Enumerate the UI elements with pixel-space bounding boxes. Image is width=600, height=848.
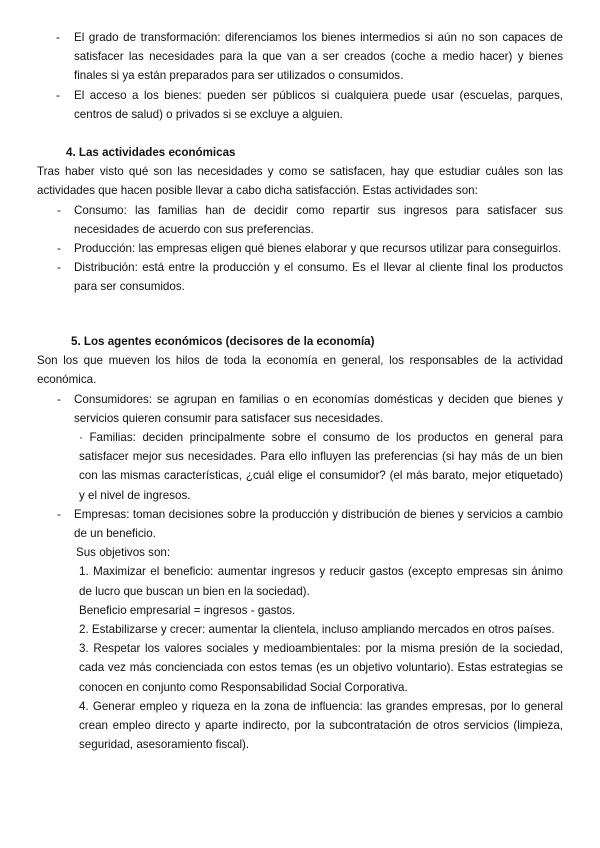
list-item <box>37 201 563 239</box>
bullet-dash: - <box>57 203 61 217</box>
objective-item: 4. Generar empleo y riqueza en la zona de influencia: las grandes empresas, por lo general crean empleo directo y aparte indirecto, por la subcontratación de otros servicios (limpieza, seguridad, asesoramiento fiscal). <box>79 699 563 752</box>
bullet-dash: - <box>57 261 61 275</box>
bullet-dash: - <box>57 507 61 521</box>
list-item-text: Consumidores: se agrupan en familias o en economías domésticas y deciden que bienes y servicios quieren consumir para satisfacer sus necesidades. <box>74 392 563 425</box>
list-item <box>37 86 563 124</box>
list-item-text: El acceso a los bienes: pueden ser públicos si cualquiera puede usar (escuelas, parques, centros de salud) o privados si se excluye a alguien. <box>74 88 563 121</box>
intro-list <box>37 28 563 124</box>
objective-item: 1. Maximizar el beneficio: aumentar ingresos y reducir gastos (excepto empresas sin ánimo de lucro que buscan un bien en la sociedad). <box>79 565 563 598</box>
list-item-text: El grado de transformación: diferenciamos los bienes intermedios si aún no son capaces de satisfacer las necesidades para la que van a ser creados (coche a medio hacer) y bienes finales si ya están preparados para ser utilizados o consumidos. <box>74 31 563 83</box>
objective-item: 2. Estabilizarse y crecer: aumentar la clientela, incluso ampliando mercados en otros países. <box>79 623 555 637</box>
section-5-heading: 5. Los agentes económicos (decisores de la economía) <box>71 335 375 348</box>
bullet-dash: - <box>56 31 60 44</box>
section-4-heading: 4. Las actividades económicas <box>66 146 236 159</box>
section-5-intro: Son los que mueven los hilos de toda la economía en general, los responsables de la actividad económica. <box>37 354 563 387</box>
objectives-label: Sus objetivos son: <box>76 546 171 560</box>
section-5 <box>37 332 563 754</box>
list-item-text: Empresas: toman decisiones sobre la producción y distribución de bienes y servicios a cambio de un beneficio. <box>74 507 563 541</box>
bullet-dash: - <box>57 242 61 256</box>
bullet-dash: - <box>57 392 61 406</box>
list-item-text: Distribución: está entre la producción y el consumo. Es el llevar al cliente final los productos para ser consumidos. <box>74 261 563 294</box>
list-item-text: Producción: las empresas eligen qué bienes elaborar y que recursos utilizar para conseguirlos. <box>74 242 562 256</box>
list-item-consumers <box>37 390 563 428</box>
bullet-dash: - <box>56 88 60 102</box>
list-item <box>37 239 563 258</box>
section-4 <box>37 143 563 297</box>
objective-item: 3. Respetar los valores sociales y medioambientales: por la misma presión de la sociedad, cada vez más concienciada con estos temas (es un objetivo voluntario). Estas estrategias se conocen en conjunto como Responsabilidad Social Corporativa. <box>79 642 563 694</box>
objective-formula: Beneficio empresarial = ingresos - gastos. <box>79 603 296 617</box>
list-item-text: Consumo: las familias han de decidir como repartir sus ingresos para satisfacer sus necesidades de acuerdo con sus preferencias. <box>74 203 563 236</box>
section-4-intro: Tras haber visto qué son las necesidades y como se satisfacen, hay que estudiar cuáles son las actividades que hacen posible llevar a cabo dicha satisfacción. Estas actividades son: <box>37 165 563 198</box>
families-paragraph: · Familias: deciden principalmente sobre el consumo de los productos en general para satisfacer mejor sus necesidades. Para ello influyen las preferencias (si hay más de un bien con las mismas características, ¿cuál elige el consumidor? (el más barato, mejor etiquetado) y el nivel de ingresos. <box>79 431 563 502</box>
list-item <box>37 258 563 296</box>
list-item <box>37 28 563 86</box>
list-item-companies <box>37 505 563 543</box>
